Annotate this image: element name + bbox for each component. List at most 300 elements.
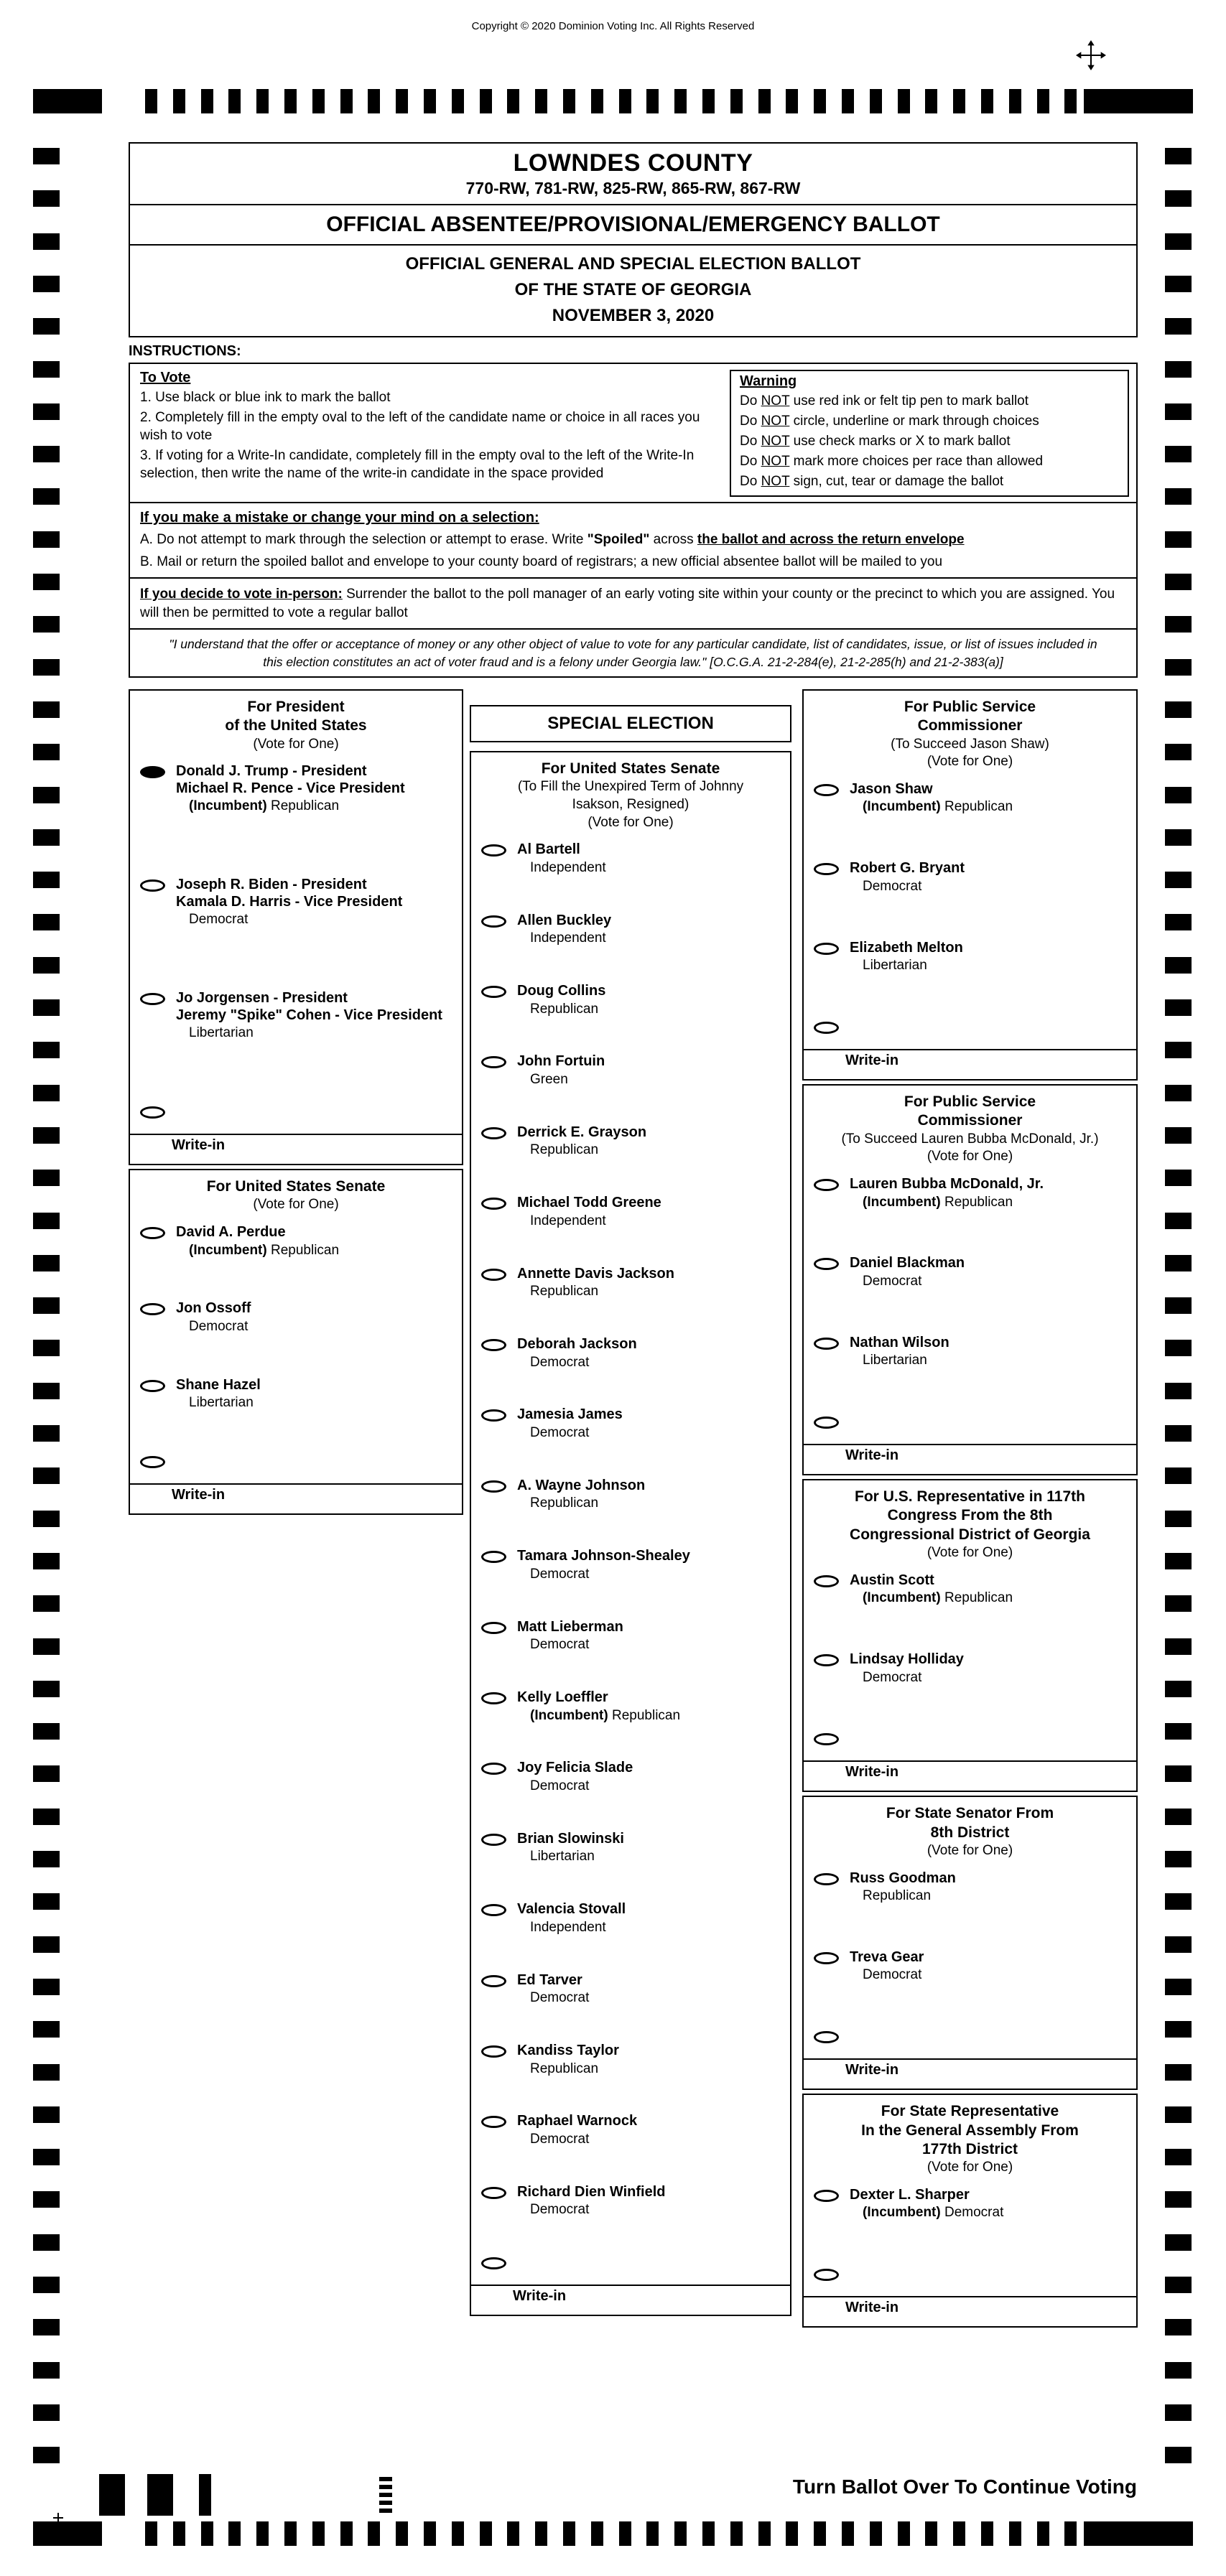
timing-mark xyxy=(33,1765,60,1782)
candidate-name: Daniel Blackman xyxy=(850,1255,965,1271)
timing-mark xyxy=(1165,1638,1192,1655)
ballot-oval-write-in[interactable] xyxy=(814,2031,839,2043)
timing-mark xyxy=(870,2521,882,2546)
text-segment: A. Do not attempt to mark through the selection or attempt to erase. Write xyxy=(140,532,588,547)
contest-for-president-of-the-united-states xyxy=(129,689,463,1165)
vote-for-instruction: (Vote for One) xyxy=(927,1149,1013,1165)
ballot-oval-david-a-perdue[interactable] xyxy=(140,1227,165,1239)
vote-for-instruction: (Vote for One) xyxy=(927,2160,1013,2175)
timing-mark xyxy=(284,89,297,113)
candidate-row xyxy=(471,2184,790,2218)
candidate-name: Al Bartell xyxy=(517,841,580,858)
text-segment: NOT xyxy=(761,474,790,490)
incumbent-flag: (Incumbent) xyxy=(863,799,944,815)
ballot-oval-jason-shaw[interactable] xyxy=(814,784,839,796)
contest-header xyxy=(804,1086,1136,1172)
warning-item xyxy=(740,472,1119,490)
timing-mark xyxy=(758,89,771,113)
text-segment: Surrender the ballot to the poll manager of an early voting site within your county or the precinct to which you are assigned. You will then be permitted to vote a regular ballot xyxy=(140,587,1115,620)
ballot-oval-elizabeth-melton[interactable] xyxy=(814,943,839,955)
candidate-row xyxy=(130,1300,462,1335)
timing-mark xyxy=(953,89,965,113)
incumbent-flag: (Incumbent) xyxy=(863,1194,944,1210)
timing-mark xyxy=(33,1467,60,1484)
timing-mark xyxy=(1165,318,1192,335)
timing-mark xyxy=(33,659,60,676)
ballot-oval-a-wayne-johnson[interactable] xyxy=(481,1480,506,1493)
timing-mark xyxy=(1009,89,1021,113)
contest-title-line: For State Representative xyxy=(881,2103,1059,2120)
contest-title-line: For President xyxy=(247,699,345,715)
candidate-row xyxy=(471,1901,790,1936)
ballot-oval-austin-scott[interactable] xyxy=(814,1575,839,1587)
ballot-oval-write-in[interactable] xyxy=(814,1733,839,1745)
write-in-option-row xyxy=(130,1453,462,1472)
timing-mark xyxy=(1165,1127,1192,1144)
timing-mark xyxy=(173,2521,185,2546)
candidate-row xyxy=(804,940,1136,974)
candidate-name: Derrick E. Grayson xyxy=(517,1124,647,1140)
ballot-oval-jo-jorgensen-president[interactable] xyxy=(140,993,165,1005)
county-header-box xyxy=(129,142,1138,205)
timing-mark xyxy=(228,89,241,113)
timing-mark xyxy=(814,2521,826,2546)
timing-mark xyxy=(1165,276,1192,292)
ballot-style-list: 770-RW, 781-RW, 825-RW, 865-RW, 867-RW xyxy=(465,179,801,197)
ballot-oval-allen-buckley[interactable] xyxy=(481,915,506,928)
timing-mark xyxy=(33,1340,60,1356)
ballot-oval-michael-todd-greene[interactable] xyxy=(481,1198,506,1210)
mistake-title: If you make a mistake or change your mind on a selection: xyxy=(140,510,539,526)
ballot-oval-joy-felicia-slade[interactable] xyxy=(481,1763,506,1775)
timing-marks-right xyxy=(1165,0,1192,2576)
ballot-oval-write-in[interactable] xyxy=(814,1417,839,1429)
timing-mark xyxy=(814,89,826,113)
timing-mark xyxy=(33,1085,60,1101)
timing-mark xyxy=(507,89,519,113)
timing-mark xyxy=(33,403,60,420)
write-in-area[interactable] xyxy=(804,1760,1136,1791)
contest-for-united-states-senate xyxy=(470,751,791,2316)
timing-mark xyxy=(1165,2021,1192,2038)
ballot-column-1 xyxy=(129,689,463,1518)
text-segment: Do xyxy=(740,434,761,449)
candidate-party: (Incumbent) Republican xyxy=(863,1194,1013,1210)
timing-mark xyxy=(1165,574,1192,590)
candidate-name: Robert G. Bryant xyxy=(850,860,965,877)
ballot-column-2 xyxy=(470,689,791,2320)
candidate-row xyxy=(471,1406,790,1441)
candidate-party: Democrat xyxy=(189,1319,249,1335)
vote-for-instruction: (Vote for One) xyxy=(253,1197,339,1213)
candidate-row xyxy=(471,841,790,876)
warning-items xyxy=(740,392,1119,490)
ballot-oval-russ-goodman[interactable] xyxy=(814,1873,839,1885)
ballot-oval-matt-lieberman[interactable] xyxy=(481,1622,506,1634)
contest-header xyxy=(804,1480,1136,1567)
timing-mark xyxy=(1165,1936,1192,1953)
candidate-name: Donald J. Trump - President xyxy=(176,763,367,780)
timing-mark xyxy=(33,1979,60,1995)
election-title-line: NOVEMBER 3, 2020 xyxy=(552,306,715,325)
in-person-instructions-box xyxy=(129,577,1138,630)
text-segment: across xyxy=(649,532,697,547)
warning-item xyxy=(740,392,1119,410)
timing-mark xyxy=(1009,2521,1021,2546)
contest-title-line: 177th District xyxy=(921,2140,1018,2157)
candidate-row xyxy=(804,1176,1136,1210)
timing-mark xyxy=(646,89,659,113)
candidate-row xyxy=(471,2043,790,2077)
ballot-oval-valencia-stovall[interactable] xyxy=(481,1904,506,1916)
contest-title-line: Congressional District of Georgia xyxy=(850,1526,1090,1543)
write-in-area[interactable] xyxy=(471,2285,790,2315)
timing-mark xyxy=(1165,872,1192,888)
timing-mark xyxy=(33,829,60,846)
candidate-name: Matt Lieberman xyxy=(517,1618,623,1635)
election-title-line: OF THE STATE OF GEORGIA xyxy=(514,280,752,299)
timing-mark xyxy=(33,2021,60,2038)
contest-for-state-senator-from-8th-district xyxy=(802,1796,1138,2090)
write-in-area[interactable] xyxy=(804,2058,1136,2089)
ballot-title: OFFICIAL ABSENTEE/PROVISIONAL/EMERGENCY BALLOT xyxy=(129,204,1138,246)
candidate-row xyxy=(471,1831,790,1865)
write-in-area[interactable] xyxy=(804,2296,1136,2326)
timing-mark xyxy=(1165,2319,1192,2335)
ballot-oval-richard-dien-winfield[interactable] xyxy=(481,2187,506,2199)
text-segment: the ballot and across the return envelope xyxy=(697,532,965,547)
ballot-id-mark xyxy=(199,2474,211,2516)
timing-mark xyxy=(33,744,60,760)
timing-mark xyxy=(1165,2362,1192,2379)
timing-mark xyxy=(256,2521,269,2546)
candidate-party: (Incumbent) Republican xyxy=(189,798,340,814)
ballot-oval-joseph-r-biden-president[interactable] xyxy=(140,879,165,892)
contest-title-line: 8th District xyxy=(930,1824,1010,1841)
timing-mark xyxy=(925,89,937,113)
candidate-name: Jo Jorgensen - President xyxy=(176,990,348,1007)
ballot-oval-treva-gear[interactable] xyxy=(814,1952,839,1964)
ballot-oval-lauren-bubba-mcdonald-jr[interactable] xyxy=(814,1179,839,1191)
candidate-row xyxy=(130,1377,462,1411)
candidate-party: Democrat xyxy=(530,1354,590,1370)
timing-mark xyxy=(33,190,60,207)
candidate-party: Democrat xyxy=(863,1967,922,1983)
contest-note-line: (To Succeed Lauren Bubba McDonald, Jr.) xyxy=(841,1131,1099,1147)
ballot-oval-write-in[interactable] xyxy=(140,1456,165,1468)
incumbent-flag: (Incumbent) xyxy=(863,2205,944,2221)
candidate-name: Lauren Bubba McDonald, Jr. xyxy=(850,1175,1044,1192)
ballot-oval-brian-slowinski[interactable] xyxy=(481,1834,506,1846)
ballot-oval-write-in[interactable] xyxy=(814,1022,839,1034)
voting-instructions-box xyxy=(129,363,1138,503)
ballot-oval-tamara-johnson-shealey[interactable] xyxy=(481,1551,506,1563)
timing-mark xyxy=(1165,914,1192,930)
ballot-oval-raphael-warnock[interactable] xyxy=(481,2116,506,2128)
timing-mark xyxy=(1165,361,1192,378)
timing-mark xyxy=(535,2521,547,2546)
mistake-instructions-box xyxy=(129,502,1138,579)
candidate-party: (Incumbent) Democrat xyxy=(863,2205,1004,2221)
county-name: LOWNDES COUNTY xyxy=(513,149,753,177)
timing-mark xyxy=(646,2521,659,2546)
ballot-oval-shane-hazel[interactable] xyxy=(140,1380,165,1392)
ballot-oval-jon-ossoff[interactable] xyxy=(140,1303,165,1315)
timing-mark xyxy=(1064,89,1077,113)
contest-header xyxy=(130,691,462,759)
timing-mark xyxy=(619,2521,631,2546)
candidate-party: Democrat xyxy=(530,1566,590,1582)
timing-mark xyxy=(396,89,408,113)
candidate-party: Libertarian xyxy=(863,1353,927,1368)
candidate-row xyxy=(130,990,462,1042)
timing-mark xyxy=(674,2521,687,2546)
timing-mark xyxy=(1165,1383,1192,1399)
timing-mark xyxy=(33,2362,60,2379)
timing-mark xyxy=(1165,2149,1192,2165)
timing-mark xyxy=(33,999,60,1016)
timing-mark xyxy=(842,2521,854,2546)
text-segment: If you decide to vote in-person: xyxy=(140,587,343,602)
timing-marks-bottom xyxy=(0,2521,1226,2546)
timing-mark xyxy=(33,361,60,378)
timing-mark xyxy=(1165,1255,1192,1271)
timing-mark xyxy=(228,2521,241,2546)
timing-marks-left xyxy=(33,0,60,2576)
timing-mark xyxy=(1165,148,1192,164)
contest-note-line: Isakson, Resigned) xyxy=(572,796,689,812)
candidate-row xyxy=(804,1651,1136,1686)
ballot-oval-filled-donald-j-trump-president[interactable] xyxy=(140,766,165,778)
contest-header xyxy=(804,691,1136,777)
candidate-party: Libertarian xyxy=(189,1025,254,1041)
candidate-party: Democrat xyxy=(530,1990,590,2006)
candidate-party: Independent xyxy=(530,930,606,946)
timing-mark xyxy=(480,2521,492,2546)
ballot-oval-nathan-wilson[interactable] xyxy=(814,1338,839,1350)
ballot-oval-write-in[interactable] xyxy=(140,1106,165,1119)
write-in-area[interactable] xyxy=(130,1134,462,1164)
candidate-name: Kandiss Taylor xyxy=(517,2042,619,2058)
text-segment: Do xyxy=(740,474,761,490)
to-vote-instruction: 1. Use black or blue ink to mark the ballot xyxy=(140,390,391,405)
timing-mark xyxy=(33,2447,60,2463)
election-title-line: OFFICIAL GENERAL AND SPECIAL ELECTION BALLOT xyxy=(405,254,861,274)
timing-mark xyxy=(1165,957,1192,974)
ballot-oval-dexter-l-sharper[interactable] xyxy=(814,2190,839,2202)
contest-title-line: For U.S. Representative in 117th xyxy=(855,1488,1085,1506)
timing-mark xyxy=(563,89,575,113)
timing-mark xyxy=(33,1553,60,1569)
ballot-oval-lindsay-holliday[interactable] xyxy=(814,1654,839,1666)
ballot-oval-john-fortuin[interactable] xyxy=(481,1056,506,1068)
candidate-name: David A. Perdue xyxy=(176,1224,286,1241)
timing-mark xyxy=(33,574,60,590)
incumbent-flag: (Incumbent) xyxy=(863,1590,944,1606)
ballot-oval-al-bartell[interactable] xyxy=(481,844,506,857)
contest-for-public-service-commissioner xyxy=(802,689,1138,1081)
mistake-item-a xyxy=(140,531,1126,549)
text-segment: use check marks or X to mark ballot xyxy=(789,434,1011,449)
text-segment: B. Mail or return the spoiled ballot and envelope to your county board of registrars; a new official absentee ballot will be mailed to you xyxy=(140,554,943,570)
ballot-oval-ed-tarver[interactable] xyxy=(481,1975,506,1987)
timing-mark xyxy=(1165,1170,1192,1186)
timing-mark xyxy=(1037,2521,1049,2546)
vote-for-instruction: (Vote for One) xyxy=(253,736,339,752)
timing-mark xyxy=(981,2521,993,2546)
candidate-party: Libertarian xyxy=(530,1849,595,1865)
timing-mark xyxy=(33,1170,60,1186)
text-segment: NOT xyxy=(761,393,790,409)
warning-box xyxy=(730,370,1129,497)
timing-mark xyxy=(1165,2234,1192,2251)
candidate-party: (Incumbent) Republican xyxy=(530,1707,681,1723)
timing-mark xyxy=(1165,616,1192,633)
write-in-label: Write-in xyxy=(513,2288,567,2305)
timing-mark xyxy=(33,148,60,164)
candidate-party: Republican xyxy=(530,1284,599,1299)
candidate-party: Democrat xyxy=(530,2131,590,2147)
timing-mark xyxy=(33,914,60,930)
ballot-oval-kandiss-taylor[interactable] xyxy=(481,2045,506,2058)
ballot-oval-write-in[interactable] xyxy=(481,2257,506,2269)
timing-mark xyxy=(33,1127,60,1144)
timing-mark xyxy=(591,89,603,113)
timing-mark xyxy=(1165,1723,1192,1740)
timing-mark xyxy=(1165,488,1192,505)
timing-mark xyxy=(33,2234,60,2251)
ballot-oval-derrick-e-grayson[interactable] xyxy=(481,1127,506,1139)
contest-title-line: For State Senator From xyxy=(886,1805,1054,1822)
timing-mark xyxy=(33,1681,60,1697)
candidate-name: Nathan Wilson xyxy=(850,1334,949,1350)
timing-mark xyxy=(33,233,60,250)
timing-mark xyxy=(1165,1765,1192,1782)
ballot-oval-deborah-jackson[interactable] xyxy=(481,1339,506,1351)
write-in-area[interactable] xyxy=(130,1483,462,1513)
write-in-label: Write-in xyxy=(172,1137,226,1154)
candidate-party: Democrat xyxy=(863,1669,922,1685)
to-vote-instruction: 3. If voting for a Write-In candidate, completely fill in the empty oval to the left of the Write-In selection, then write the name of the write-in candidate in the space provided xyxy=(140,448,695,482)
candidate-row xyxy=(804,1870,1136,1905)
candidate-party: Green xyxy=(530,1072,568,1088)
timing-mark xyxy=(33,276,60,292)
election-title-box xyxy=(129,244,1138,337)
candidate-row xyxy=(804,1572,1136,1607)
incumbent-flag: (Incumbent) xyxy=(530,1707,612,1723)
contest-header xyxy=(130,1170,462,1220)
ballot-oval-annette-davis-jackson[interactable] xyxy=(481,1269,506,1281)
text-segment: sign, cut, tear or damage the ballot xyxy=(789,474,1004,490)
timing-mark xyxy=(340,2521,353,2546)
ballot-oval-robert-g-bryant[interactable] xyxy=(814,863,839,875)
candidate-party: Independent xyxy=(530,859,606,875)
write-in-area[interactable] xyxy=(804,1049,1136,1079)
timing-marks-top xyxy=(0,89,1226,113)
write-in-area[interactable] xyxy=(804,1444,1136,1474)
to-vote-section xyxy=(140,370,715,482)
write-in-option-row xyxy=(804,1019,1136,1037)
timing-mark xyxy=(145,89,157,113)
candidate-name: Jeremy "Spike" Cohen - Vice President xyxy=(176,1007,442,1023)
candidate-name: Doug Collins xyxy=(517,983,606,999)
candidate-row xyxy=(804,860,1136,895)
timing-mark xyxy=(312,2521,325,2546)
write-in-option-row xyxy=(471,2254,790,2273)
candidate-party: Democrat xyxy=(530,1637,590,1653)
ballot-oval-write-in[interactable] xyxy=(814,2269,839,2281)
candidate-row xyxy=(804,1255,1136,1289)
incumbent-flag: (Incumbent) xyxy=(189,1242,271,1258)
registration-plus-icon xyxy=(52,2511,65,2524)
candidate-name: Ed Tarver xyxy=(517,1971,582,1988)
candidate-name: Elizabeth Melton xyxy=(850,939,963,956)
candidate-name: Michael R. Pence - Vice President xyxy=(176,780,405,796)
timing-mark xyxy=(33,488,60,505)
timing-mark xyxy=(396,2521,408,2546)
candidate-row xyxy=(471,1972,790,2007)
candidate-party: Independent xyxy=(530,1213,606,1228)
timing-mark xyxy=(33,1213,60,1229)
special-election-banner: SPECIAL ELECTION xyxy=(470,705,791,742)
timing-mark xyxy=(619,89,631,113)
candidate-row xyxy=(804,1949,1136,1984)
timing-mark xyxy=(33,957,60,974)
candidate-row xyxy=(471,1266,790,1300)
contest-title-line: Congress From the 8th xyxy=(887,1507,1053,1524)
timing-mark xyxy=(1165,2277,1192,2293)
ballot-column-3 xyxy=(802,689,1138,2331)
write-in-label: Write-in xyxy=(845,2300,899,2316)
candidate-name: A. Wayne Johnson xyxy=(517,1477,646,1493)
ballot-oval-daniel-blackman[interactable] xyxy=(814,1258,839,1270)
timing-mark xyxy=(591,2521,603,2546)
vote-for-instruction: (Vote for One) xyxy=(588,814,674,830)
candidate-name: Kamala D. Harris - Vice President xyxy=(176,893,403,910)
candidate-party: Republican xyxy=(530,1001,599,1017)
ballot-oval-doug-collins[interactable] xyxy=(481,986,506,998)
timing-mark xyxy=(1165,190,1192,207)
timing-mark xyxy=(33,1042,60,1058)
timing-mark xyxy=(33,1851,60,1867)
timing-mark xyxy=(730,2521,743,2546)
text-segment: "Spoiled" xyxy=(587,532,650,547)
timing-mark xyxy=(33,1893,60,1910)
candidate-name: Joy Felicia Slade xyxy=(517,1760,633,1776)
timing-mark xyxy=(1165,744,1192,760)
timing-mark xyxy=(33,872,60,888)
timing-mark xyxy=(1165,1979,1192,1995)
write-in-option-row xyxy=(804,1730,1136,1749)
contest-title-line: Commissioner xyxy=(917,717,1023,734)
contest-for-state-representative-in-the-general-assembly-from-177th-district xyxy=(802,2094,1138,2328)
candidate-party: Republican xyxy=(863,1888,932,1904)
instructions-label: INSTRUCTIONS: xyxy=(129,343,241,359)
timing-mark xyxy=(33,446,60,462)
candidate-name: Jon Ossoff xyxy=(176,1300,251,1317)
timing-mark xyxy=(1165,1851,1192,1867)
ballot-oval-jamesia-james[interactable] xyxy=(481,1409,506,1422)
ballot-oval-kelly-loeffler[interactable] xyxy=(481,1692,506,1704)
timing-mark xyxy=(33,2064,60,2081)
candidate-row xyxy=(471,2113,790,2147)
candidate-party: Libertarian xyxy=(189,1395,254,1411)
timing-mark xyxy=(953,2521,965,2546)
candidate-row xyxy=(471,1195,790,1229)
timing-mark xyxy=(33,1511,60,1527)
candidate-row xyxy=(471,913,790,947)
timing-mark xyxy=(33,2404,60,2421)
